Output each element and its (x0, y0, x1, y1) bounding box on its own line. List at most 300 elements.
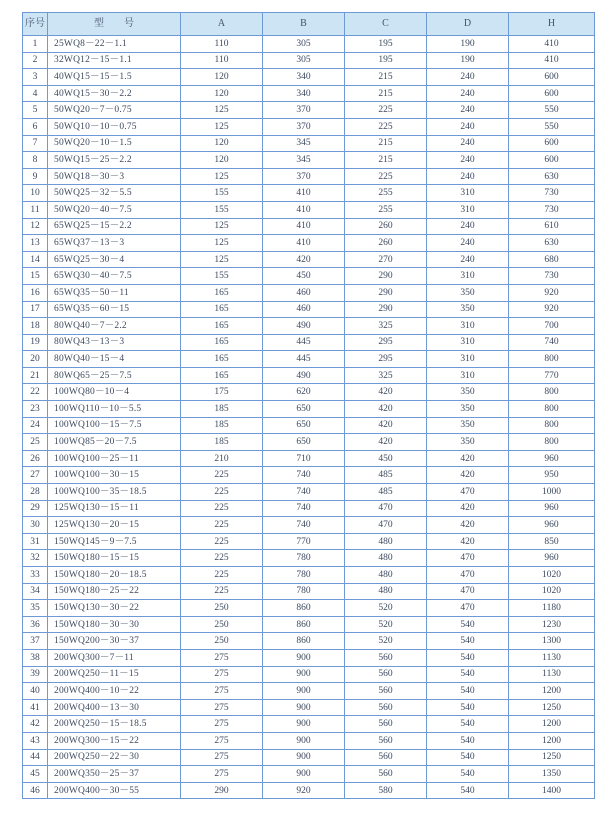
cell-c: 560 (345, 683, 427, 700)
cell-d: 420 (427, 500, 509, 517)
cell-h: 700 (509, 318, 595, 335)
cell-h: 550 (509, 118, 595, 135)
cell-a: 185 (181, 434, 263, 451)
cell-a: 120 (181, 69, 263, 86)
cell-c: 195 (345, 52, 427, 69)
cell-model: 150WQ145－9－7.5 (48, 533, 181, 550)
cell-b: 445 (263, 351, 345, 368)
cell-c: 480 (345, 583, 427, 600)
cell-a: 175 (181, 384, 263, 401)
cell-h: 680 (509, 251, 595, 268)
cell-index: 19 (23, 334, 48, 351)
cell-model: 65WQ37－13－3 (48, 235, 181, 252)
cell-d: 240 (427, 235, 509, 252)
cell-h: 410 (509, 36, 595, 53)
cell-b: 370 (263, 168, 345, 185)
cell-c: 260 (345, 218, 427, 235)
cell-a: 125 (181, 168, 263, 185)
cell-h: 1400 (509, 782, 595, 799)
table-row (23, 417, 595, 434)
cell-h: 630 (509, 168, 595, 185)
cell-index: 37 (23, 633, 48, 650)
cell-index: 3 (23, 69, 48, 86)
cell-b: 345 (263, 135, 345, 152)
cell-model: 32WQ12－15－1.1 (48, 52, 181, 69)
cell-c: 560 (345, 732, 427, 749)
cell-c: 560 (345, 749, 427, 766)
cell-index: 38 (23, 649, 48, 666)
cell-model: 50WQ18－30－3 (48, 168, 181, 185)
cell-model: 100WQ100－35－18.5 (48, 484, 181, 501)
cell-a: 165 (181, 301, 263, 318)
table-row (23, 218, 595, 235)
cell-c: 215 (345, 85, 427, 102)
cell-model: 125WQ130－15－11 (48, 500, 181, 517)
cell-h: 730 (509, 185, 595, 202)
cell-d: 540 (427, 666, 509, 683)
cell-index: 23 (23, 401, 48, 418)
cell-c: 480 (345, 533, 427, 550)
cell-c: 255 (345, 201, 427, 218)
cell-index: 18 (23, 318, 48, 335)
cell-a: 125 (181, 118, 263, 135)
cell-d: 540 (427, 716, 509, 733)
cell-c: 580 (345, 782, 427, 799)
cell-d: 350 (427, 384, 509, 401)
cell-h: 550 (509, 102, 595, 119)
cell-d: 310 (427, 185, 509, 202)
cell-model: 100WQ85－20－7.5 (48, 434, 181, 451)
cell-a: 250 (181, 633, 263, 650)
cell-d: 540 (427, 683, 509, 700)
cell-h: 1130 (509, 666, 595, 683)
cell-b: 460 (263, 301, 345, 318)
cell-b: 780 (263, 583, 345, 600)
cell-c: 420 (345, 384, 427, 401)
cell-a: 125 (181, 102, 263, 119)
table-row (23, 699, 595, 716)
cell-b: 900 (263, 683, 345, 700)
cell-d: 350 (427, 301, 509, 318)
cell-model: 80WQ65－25－7.5 (48, 367, 181, 384)
cell-a: 225 (181, 500, 263, 517)
cell-a: 275 (181, 683, 263, 700)
cell-c: 225 (345, 102, 427, 119)
cell-h: 800 (509, 434, 595, 451)
cell-c: 225 (345, 118, 427, 135)
cell-b: 445 (263, 334, 345, 351)
cell-index: 29 (23, 500, 48, 517)
cell-b: 340 (263, 69, 345, 86)
cell-b: 900 (263, 716, 345, 733)
cell-h: 600 (509, 69, 595, 86)
cell-h: 1250 (509, 749, 595, 766)
cell-h: 1200 (509, 683, 595, 700)
table-row (23, 318, 595, 335)
cell-index: 31 (23, 533, 48, 550)
cell-a: 225 (181, 467, 263, 484)
cell-a: 165 (181, 318, 263, 335)
cell-model: 200WQ250－11－15 (48, 666, 181, 683)
cell-a: 165 (181, 334, 263, 351)
cell-h: 600 (509, 152, 595, 169)
cell-d: 540 (427, 749, 509, 766)
cell-b: 305 (263, 36, 345, 53)
cell-model: 200WQ350－25－37 (48, 766, 181, 783)
cell-b: 860 (263, 600, 345, 617)
cell-a: 275 (181, 649, 263, 666)
cell-h: 1020 (509, 583, 595, 600)
cell-b: 900 (263, 649, 345, 666)
cell-c: 470 (345, 500, 427, 517)
cell-index: 8 (23, 152, 48, 169)
cell-b: 340 (263, 85, 345, 102)
cell-b: 900 (263, 732, 345, 749)
cell-index: 41 (23, 699, 48, 716)
cell-b: 740 (263, 467, 345, 484)
cell-d: 240 (427, 152, 509, 169)
table-row (23, 467, 595, 484)
cell-b: 490 (263, 367, 345, 384)
cell-c: 560 (345, 666, 427, 683)
cell-index: 6 (23, 118, 48, 135)
cell-a: 290 (181, 782, 263, 799)
cell-a: 165 (181, 284, 263, 301)
cell-a: 125 (181, 251, 263, 268)
cell-model: 100WQ100－25－11 (48, 450, 181, 467)
cell-d: 190 (427, 52, 509, 69)
cell-a: 185 (181, 401, 263, 418)
cell-h: 800 (509, 401, 595, 418)
table-row (23, 749, 595, 766)
table-row (23, 533, 595, 550)
cell-model: 200WQ300－7－11 (48, 649, 181, 666)
cell-b: 860 (263, 633, 345, 650)
cell-index: 34 (23, 583, 48, 600)
cell-index: 44 (23, 749, 48, 766)
cell-d: 310 (427, 334, 509, 351)
cell-a: 225 (181, 484, 263, 501)
cell-h: 1180 (509, 600, 595, 617)
cell-index: 27 (23, 467, 48, 484)
cell-h: 1300 (509, 633, 595, 650)
table-row (23, 351, 595, 368)
table-row (23, 732, 595, 749)
cell-model: 40WQ15－15－1.5 (48, 69, 181, 86)
header-index: 序号 (23, 13, 48, 36)
table-row (23, 633, 595, 650)
cell-model: 80WQ43－13－3 (48, 334, 181, 351)
cell-index: 33 (23, 567, 48, 584)
cell-a: 275 (181, 749, 263, 766)
cell-d: 540 (427, 649, 509, 666)
cell-c: 485 (345, 467, 427, 484)
cell-index: 7 (23, 135, 48, 152)
cell-h: 1130 (509, 649, 595, 666)
header-d: D (427, 13, 509, 36)
cell-index: 9 (23, 168, 48, 185)
cell-h: 730 (509, 201, 595, 218)
table-row (23, 52, 595, 69)
cell-b: 490 (263, 318, 345, 335)
cell-d: 240 (427, 85, 509, 102)
table-row (23, 766, 595, 783)
cell-model: 150WQ180－25－22 (48, 583, 181, 600)
table-row (23, 367, 595, 384)
cell-d: 310 (427, 351, 509, 368)
cell-b: 780 (263, 567, 345, 584)
cell-model: 100WQ110－10－5.5 (48, 401, 181, 418)
table-row (23, 168, 595, 185)
cell-b: 620 (263, 384, 345, 401)
table-row (23, 500, 595, 517)
header-h: H (509, 13, 595, 36)
cell-a: 250 (181, 616, 263, 633)
cell-h: 730 (509, 268, 595, 285)
cell-b: 650 (263, 434, 345, 451)
cell-h: 960 (509, 517, 595, 534)
cell-a: 275 (181, 699, 263, 716)
table-row (23, 284, 595, 301)
cell-h: 950 (509, 467, 595, 484)
table-row (23, 334, 595, 351)
cell-d: 310 (427, 268, 509, 285)
cell-h: 1350 (509, 766, 595, 783)
pump-dimension-table (22, 12, 595, 799)
cell-h: 960 (509, 450, 595, 467)
table-row (23, 782, 595, 799)
cell-model: 65WQ25－15－2.2 (48, 218, 181, 235)
cell-h: 600 (509, 135, 595, 152)
table-row (23, 550, 595, 567)
cell-h: 960 (509, 500, 595, 517)
table-row (23, 152, 595, 169)
cell-index: 28 (23, 484, 48, 501)
cell-model: 200WQ300－15－22 (48, 732, 181, 749)
cell-d: 540 (427, 616, 509, 633)
cell-c: 255 (345, 185, 427, 202)
cell-c: 420 (345, 417, 427, 434)
cell-index: 30 (23, 517, 48, 534)
cell-a: 210 (181, 450, 263, 467)
cell-index: 21 (23, 367, 48, 384)
cell-index: 14 (23, 251, 48, 268)
cell-model: 50WQ20－40－7.5 (48, 201, 181, 218)
cell-d: 240 (427, 118, 509, 135)
cell-c: 520 (345, 600, 427, 617)
cell-d: 240 (427, 218, 509, 235)
cell-d: 540 (427, 633, 509, 650)
cell-model: 50WQ25－32－5.5 (48, 185, 181, 202)
cell-b: 900 (263, 749, 345, 766)
cell-model: 50WQ10－10－0.75 (48, 118, 181, 135)
table-row (23, 135, 595, 152)
cell-h: 1250 (509, 699, 595, 716)
cell-index: 24 (23, 417, 48, 434)
cell-c: 560 (345, 716, 427, 733)
cell-c: 290 (345, 284, 427, 301)
cell-a: 225 (181, 533, 263, 550)
cell-c: 215 (345, 152, 427, 169)
cell-c: 480 (345, 550, 427, 567)
cell-b: 650 (263, 401, 345, 418)
cell-b: 740 (263, 500, 345, 517)
cell-index: 26 (23, 450, 48, 467)
cell-a: 155 (181, 268, 263, 285)
cell-model: 65WQ35－50－11 (48, 284, 181, 301)
cell-b: 860 (263, 616, 345, 633)
cell-d: 350 (427, 434, 509, 451)
cell-index: 25 (23, 434, 48, 451)
cell-h: 770 (509, 367, 595, 384)
cell-b: 410 (263, 185, 345, 202)
cell-model: 200WQ400－30－55 (48, 782, 181, 799)
cell-model: 50WQ15－25－2.2 (48, 152, 181, 169)
table-header (23, 13, 595, 36)
cell-model: 200WQ400－10－22 (48, 683, 181, 700)
table-row (23, 301, 595, 318)
cell-a: 275 (181, 716, 263, 733)
cell-d: 350 (427, 401, 509, 418)
table-row (23, 517, 595, 534)
cell-b: 710 (263, 450, 345, 467)
cell-h: 610 (509, 218, 595, 235)
cell-d: 540 (427, 766, 509, 783)
cell-c: 450 (345, 450, 427, 467)
cell-h: 800 (509, 417, 595, 434)
cell-h: 1230 (509, 616, 595, 633)
table-row (23, 583, 595, 600)
cell-b: 450 (263, 268, 345, 285)
cell-index: 43 (23, 732, 48, 749)
cell-index: 39 (23, 666, 48, 683)
cell-index: 32 (23, 550, 48, 567)
cell-d: 350 (427, 284, 509, 301)
cell-d: 540 (427, 782, 509, 799)
cell-b: 650 (263, 417, 345, 434)
cell-h: 1020 (509, 567, 595, 584)
cell-index: 42 (23, 716, 48, 733)
cell-h: 1200 (509, 716, 595, 733)
cell-h: 1000 (509, 484, 595, 501)
cell-d: 420 (427, 517, 509, 534)
cell-model: 25WQ8－22－1.1 (48, 36, 181, 53)
cell-model: 40WQ15－30－2.2 (48, 85, 181, 102)
cell-index: 17 (23, 301, 48, 318)
cell-d: 310 (427, 318, 509, 335)
cell-a: 225 (181, 567, 263, 584)
cell-a: 225 (181, 517, 263, 534)
cell-b: 410 (263, 201, 345, 218)
header-a: A (181, 13, 263, 36)
cell-model: 200WQ250－15－18.5 (48, 716, 181, 733)
cell-d: 190 (427, 36, 509, 53)
cell-model: 100WQ100－30－15 (48, 467, 181, 484)
table-row (23, 235, 595, 252)
cell-a: 125 (181, 235, 263, 252)
cell-model: 150WQ130－30－22 (48, 600, 181, 617)
cell-b: 410 (263, 218, 345, 235)
table-row (23, 616, 595, 633)
cell-index: 46 (23, 782, 48, 799)
cell-h: 600 (509, 85, 595, 102)
cell-a: 165 (181, 351, 263, 368)
cell-b: 740 (263, 484, 345, 501)
cell-index: 12 (23, 218, 48, 235)
cell-a: 155 (181, 201, 263, 218)
cell-index: 40 (23, 683, 48, 700)
cell-model: 80WQ40－7－2.2 (48, 318, 181, 335)
cell-model: 125WQ130－20－15 (48, 517, 181, 534)
table-row (23, 268, 595, 285)
table-row (23, 649, 595, 666)
cell-c: 325 (345, 318, 427, 335)
cell-c: 270 (345, 251, 427, 268)
cell-c: 485 (345, 484, 427, 501)
cell-model: 200WQ400－13－30 (48, 699, 181, 716)
cell-model: 150WQ180－20－18.5 (48, 567, 181, 584)
table-row (23, 102, 595, 119)
cell-c: 295 (345, 351, 427, 368)
cell-h: 920 (509, 284, 595, 301)
cell-c: 560 (345, 699, 427, 716)
cell-model: 65WQ25－30－4 (48, 251, 181, 268)
cell-b: 780 (263, 550, 345, 567)
cell-c: 520 (345, 616, 427, 633)
cell-model: 65WQ30－40－7.5 (48, 268, 181, 285)
cell-a: 185 (181, 417, 263, 434)
cell-d: 470 (427, 567, 509, 584)
cell-d: 420 (427, 467, 509, 484)
cell-index: 15 (23, 268, 48, 285)
cell-model: 80WQ40－15－4 (48, 351, 181, 368)
cell-a: 120 (181, 85, 263, 102)
cell-b: 305 (263, 52, 345, 69)
cell-index: 1 (23, 36, 48, 53)
cell-c: 260 (345, 235, 427, 252)
cell-b: 370 (263, 118, 345, 135)
cell-b: 900 (263, 766, 345, 783)
cell-a: 110 (181, 36, 263, 53)
cell-c: 480 (345, 567, 427, 584)
cell-model: 150WQ200－30－37 (48, 633, 181, 650)
cell-index: 35 (23, 600, 48, 617)
table-row (23, 683, 595, 700)
table-row (23, 118, 595, 135)
cell-d: 420 (427, 533, 509, 550)
cell-b: 740 (263, 517, 345, 534)
cell-c: 470 (345, 517, 427, 534)
cell-d: 470 (427, 583, 509, 600)
cell-h: 800 (509, 351, 595, 368)
cell-h: 1200 (509, 732, 595, 749)
cell-d: 540 (427, 699, 509, 716)
cell-b: 345 (263, 152, 345, 169)
cell-c: 420 (345, 401, 427, 418)
table-row (23, 600, 595, 617)
table-row (23, 401, 595, 418)
table-row (23, 201, 595, 218)
table-row (23, 450, 595, 467)
cell-model: 100WQ100－15－7.5 (48, 417, 181, 434)
cell-h: 740 (509, 334, 595, 351)
cell-model: 150WQ180－15－15 (48, 550, 181, 567)
cell-h: 630 (509, 235, 595, 252)
cell-b: 460 (263, 284, 345, 301)
header-b: B (263, 13, 345, 36)
cell-d: 310 (427, 201, 509, 218)
cell-b: 770 (263, 533, 345, 550)
